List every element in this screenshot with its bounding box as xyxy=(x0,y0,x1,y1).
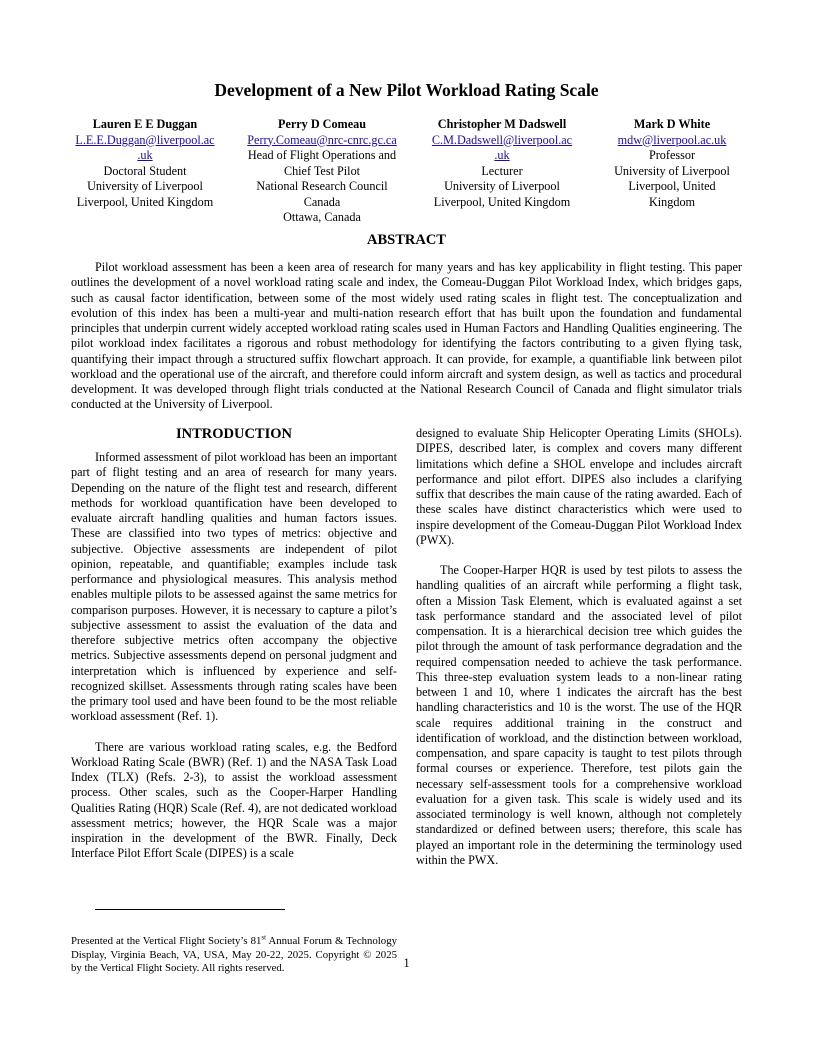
author-3 xyxy=(422,117,582,210)
author-location: Ottawa, Canada xyxy=(283,210,361,224)
author-email-link[interactable]: Perry.Comeau@nrc-cnrc.gc.ca xyxy=(247,132,397,147)
left-column xyxy=(71,426,397,862)
body-paragraph: There are various workload rating scales, e.g. the Bedford Workload Rating Scale (BWR) (Ref. 1) and the NASA Task Load Index (TLX) (Refs. 2-3), to assist the workload assessment process. Other scales, such as the Cooper-Harper Handling Qualities Rating (HQR) Scale (Ref. 4), are not dedicated workload assessment metrics; however, the HQR Scale was a major inspiration in the development of the BWR. Finally, Deck Interface Pilot Effort Scale (DIPES) is a scale xyxy=(71,739,397,861)
author-role: Lecturer xyxy=(481,163,523,178)
author-email-link[interactable]: mdw@liverpool.ac.uk xyxy=(617,132,727,147)
author-affiliation: Canada xyxy=(303,194,341,209)
author-block xyxy=(62,117,752,227)
author-name: Perry D Comeau xyxy=(278,117,366,131)
author-1 xyxy=(64,117,226,210)
introduction-heading: INTRODUCTION xyxy=(175,426,292,442)
author-location: Liverpool, United Kingdom xyxy=(433,194,571,209)
page-number: 1 xyxy=(403,956,410,970)
body-paragraph: Informed assessment of pilot workload has been an important part of flight testing and an area of research for many years. Depending on the nature of the flight test and research, different methods for workload quantification have been developed to evaluate aircraft handling qualities and human factors issues. These are classified into two types of metrics: objective and subjective. Objective assessments are independent of pilot opinion, repeatable, and quantifiable; examples include task performance and physiological measures. This analysis method enables multiple pilots to be assessed against the same metrics for comparison purposes. However, it is necessary to capture a pilot’s subjective assessment to assist the evaluation of the data and therefore subjective metrics often accompany the objective metrics. Subjective assessments depend on personal judgment and interpretation which is influenced by experience and self-recognized skillset. Assessments through rating scales have been the primary tool used and have been found to be the most reliable workload assessment (Ref. 1). xyxy=(71,450,397,724)
author-affiliation: University of Liverpool xyxy=(614,163,730,178)
author-name: Lauren E E Duggan xyxy=(92,117,198,131)
author-role: Chief Test Pilot xyxy=(283,163,361,178)
author-role: Professor xyxy=(648,148,696,162)
abstract-heading: ABSTRACT xyxy=(367,232,446,248)
body-paragraph: The Cooper-Harper HQR is used by test pilots to assess the handling qualities of an aircraft while performing a flight task, often a Mission Task Element, which is evaluated against a set task performance standard and the associated level of pilot compensation. It is a hierarchical decision tree which guides the pilot through the amount of task performance degradation and the required compensation needed to achieve the task performance. This three-step evaluation system leads to a non-linear rating between 1 and 10, where 1 indicates the aircraft has the best handling characteristics and 10 is the worst. The use of the HQR scale requires additional training in the construct and identification of workload, and the distinction between workload, compensation, and spare capacity is taught to test pilots through formal courses or experience. Therefore, test pilots gain the necessary self-assessment tools for a comprehensive workload evaluation for a given task. This scale is widely used and its associated terminology is well known, although not completely standardized or defined between users; therefore, this scale has played an important role in the determining the terminology used within the PWX. xyxy=(416,563,742,867)
paper-title: Development of a New Pilot Workload Rating Scale xyxy=(214,80,599,100)
author-location: Kingdom xyxy=(648,194,696,209)
footnote: Presented at the Vertical Flight Society’s 81st Annual Forum & Technology Display, Virginia Beach, VA, USA, May 20-22, 2025. Copyright © 2025 by the Vertical Flight Society. All rights reserved. xyxy=(71,933,397,975)
author-affiliation: National Research Council xyxy=(256,179,388,193)
footnote-divider xyxy=(95,909,285,910)
author-email-link[interactable]: L.E.E.Duggan@liverpool.ac .uk xyxy=(75,132,215,162)
body-paragraph: designed to evaluate Ship Helicopter Operating Limits (SHOLs). DIPES, described later, is complex and covers many different limitations which define a SHOL envelope and includes aircraft performance and pilot effort. DIPES also includes a clarifying suffix that describes the main cause of the rating awarded. Each of these scales have distinct characteristics which were used to inspire development of the Comeau-Duggan Pilot Workload Index (PWX). xyxy=(416,426,742,547)
author-name: Christopher M Dadswell xyxy=(437,117,567,131)
author-2 xyxy=(238,117,406,226)
author-location: Liverpool, United Kingdom xyxy=(76,194,214,209)
author-4 xyxy=(594,117,750,210)
author-role: Doctoral Student xyxy=(103,163,187,178)
abstract-text: Pilot workload assessment has been a keen area of research for many years and has key applicability in flight testing. This paper outlines the development of a novel workload rating scale and index, the Comeau-Duggan Pilot Workload Index, which bridges gaps, such as causal factor identification, between some of the most widely used rating scales in flight test. The conceptualization and evolution of this index has been a multi-year and multi-nation research effort that has built upon the foundation and fundamental principles that underpin current widely accepted workload rating scales used in Human Factors and Handling Qualities engineering. The pilot workload index facilitates a rigorous and robust methodology for identifying the factors contributing to a given flying task, quantifying their impact through a structured suffix flowchart approach. It can provide, for example, a quantifiable link between pilot workload and the operational use of the aircraft, and therefore could inform aircraft and system design, as well as tactics and procedural development. It was developed through flight trials conducted at the National Research Council of Canada and flight simulator trials conducted at the University of Liverpool. xyxy=(71,260,742,412)
author-email-link[interactable]: C.M.Dadswell@liverpool.ac .uk xyxy=(431,132,573,162)
author-name: Mark D White xyxy=(633,117,711,131)
right-column xyxy=(416,426,742,868)
author-affiliation: University of Liverpool xyxy=(87,179,203,193)
author-affiliation: University of Liverpool xyxy=(444,179,560,193)
author-role: Head of Flight Operations and xyxy=(247,148,397,162)
author-location: Liverpool, United xyxy=(628,179,716,193)
